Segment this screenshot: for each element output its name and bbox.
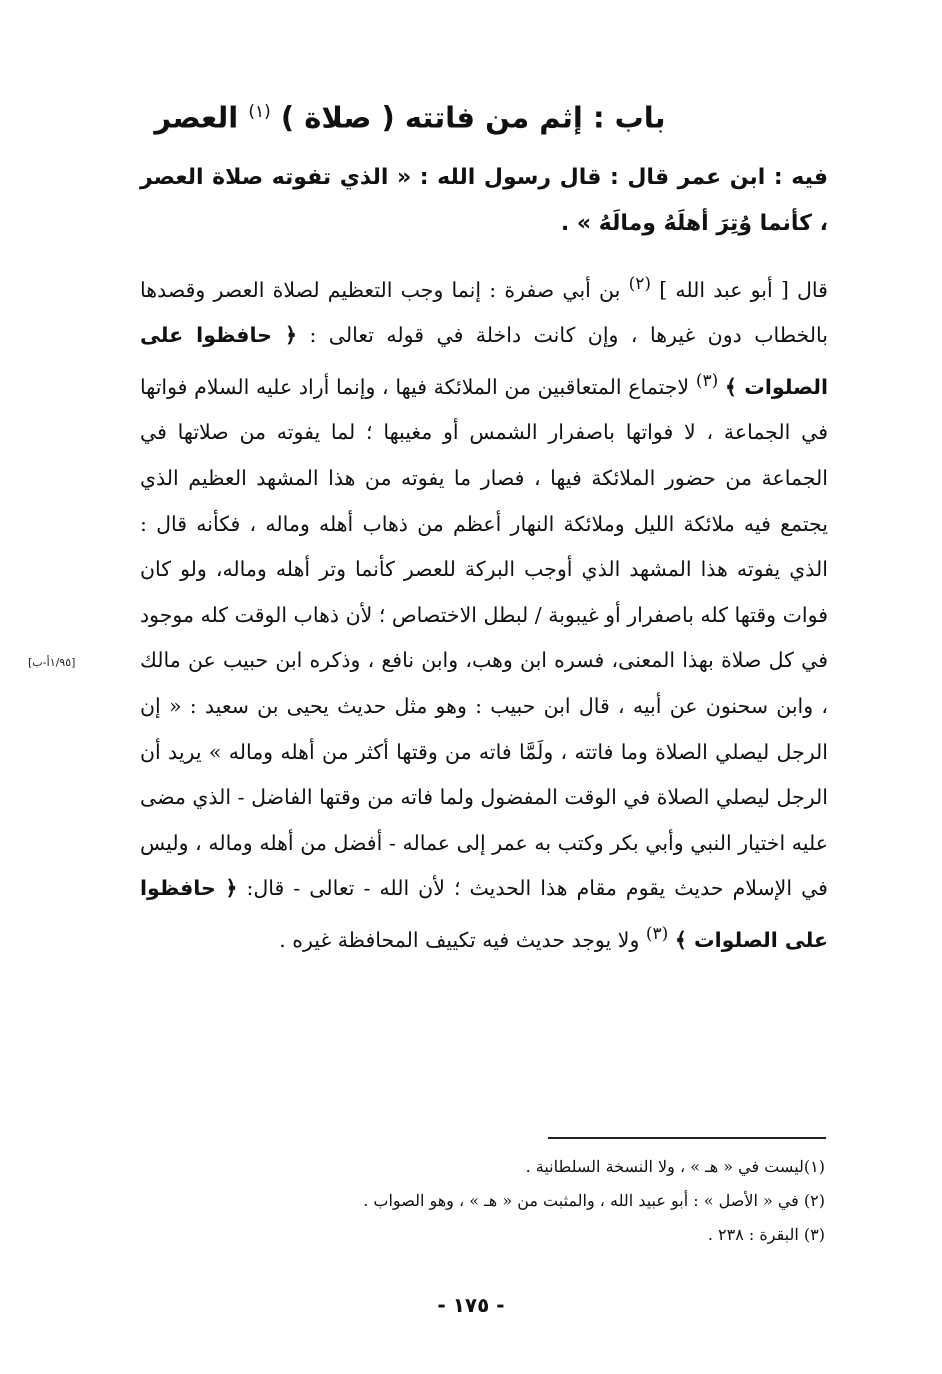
commentary-text-1: بن أبي صفرة : إنما وجب التعظيم لصلاة العصر وقصدها بالخطاب دون غيرها ، وإن كانت داخلة في قوله تعالى :: [140, 277, 828, 348]
footnote-2: (٢) في « الأصل » : أبو عبيد الله ، والمثبت من « هـ » ، وهو الصواب .: [363, 1191, 825, 1210]
page-number: - ١٧٥ -: [437, 1293, 505, 1317]
chapter-title-end: العصر: [154, 100, 239, 135]
footnote-3: (٣) البقرة : ٢٣٨ .: [707, 1225, 825, 1244]
chapter-title-main: باب : إثم من فاتته ( صلاة ): [280, 100, 666, 135]
footnotes: [140, 1150, 825, 1252]
quran-verse-1: ﴿ حافظوا على الصلوات ﴾: [140, 323, 829, 399]
footnote-separator: [548, 1137, 826, 1139]
chapter-title: [120, 92, 700, 138]
quran-verse-2: ﴿ حافظوا على الصلوات ﴾: [140, 876, 828, 952]
footnote-ref-2: (٢): [628, 274, 651, 294]
commentary-opening: قال [ أبو عبد الله ]: [659, 277, 828, 302]
footnote-ref-3b: (٣): [645, 923, 669, 944]
commentary-text-3: ولا يوجد حديث فيه تكييف المحافظة غيره .: [279, 927, 640, 952]
footnote-ref-3: (٣): [695, 371, 719, 392]
commentary-paragraph: [140, 262, 828, 963]
hadith-text: فيه : ابن عمر قال : قال رسول الله : « الذي تفوته صلاة العصر ، كأنما وُتِرَ أهلَهُ ومالَهُ » .: [140, 165, 828, 236]
chapter-title-footnote-ref: (١): [248, 102, 271, 122]
manuscript-margin-note: [١/٩٥أ-ب]: [28, 656, 76, 669]
commentary-text-2: لاجتماع المتعاقبين من الملائكة فيها ، وإنما أراد عليه السلام فواتها في الجماعة ، لا فواتها باصفرار الشمس أو مغيبها ؛ لما يفوته من صلاتها في الجماعة من حضور الملائكة فيها ، فصار ما يفوته من هذا المشهد العظيم الذي يجتمع فيه ملائكة الليل وملائكة النهار أعظم من ذهاب أهله وماله ، فكأنه قال : الذي يفوته هذا المشهد الذي أوجب البركة للعصر كأنما وتر أهله وماله، ولو كان فوات وقتها كله باصفرار أو غيبوبة / لبطل الاختصاص ؛ لأن ذهاب الوقت كله موجود في كل صلاة بهذا المعنى، فسره ابن وهب، وابن نافع ، وذكره ابن حبيب عن مالك ، وابن سحنون عن أبيه ، قال ابن حبيب : وهو مثل حديث يحيى بن سعيد : « إن الرجل ليصلي الصلاة وما فاتته ، ولَمَّا فاته من وقتها أكثر من أهله وماله » يريد أن الرجل ليصلي الصلاة في الوقت المفضول ولما فاته من وقتها الفاضل - الذي مضى عليه اختيار النبي وأبي بكر وكتب به عمر إلى عماله - أفضل من أهله وماله ، وليس في الإسلام حديث يقوم مقام هذا الحديث ؛ لأن الله - تعالى - قال:: [140, 374, 828, 901]
footnote-1: (١)ليست في « هـ » ، ولا النسخة السلطانية .: [525, 1157, 825, 1176]
